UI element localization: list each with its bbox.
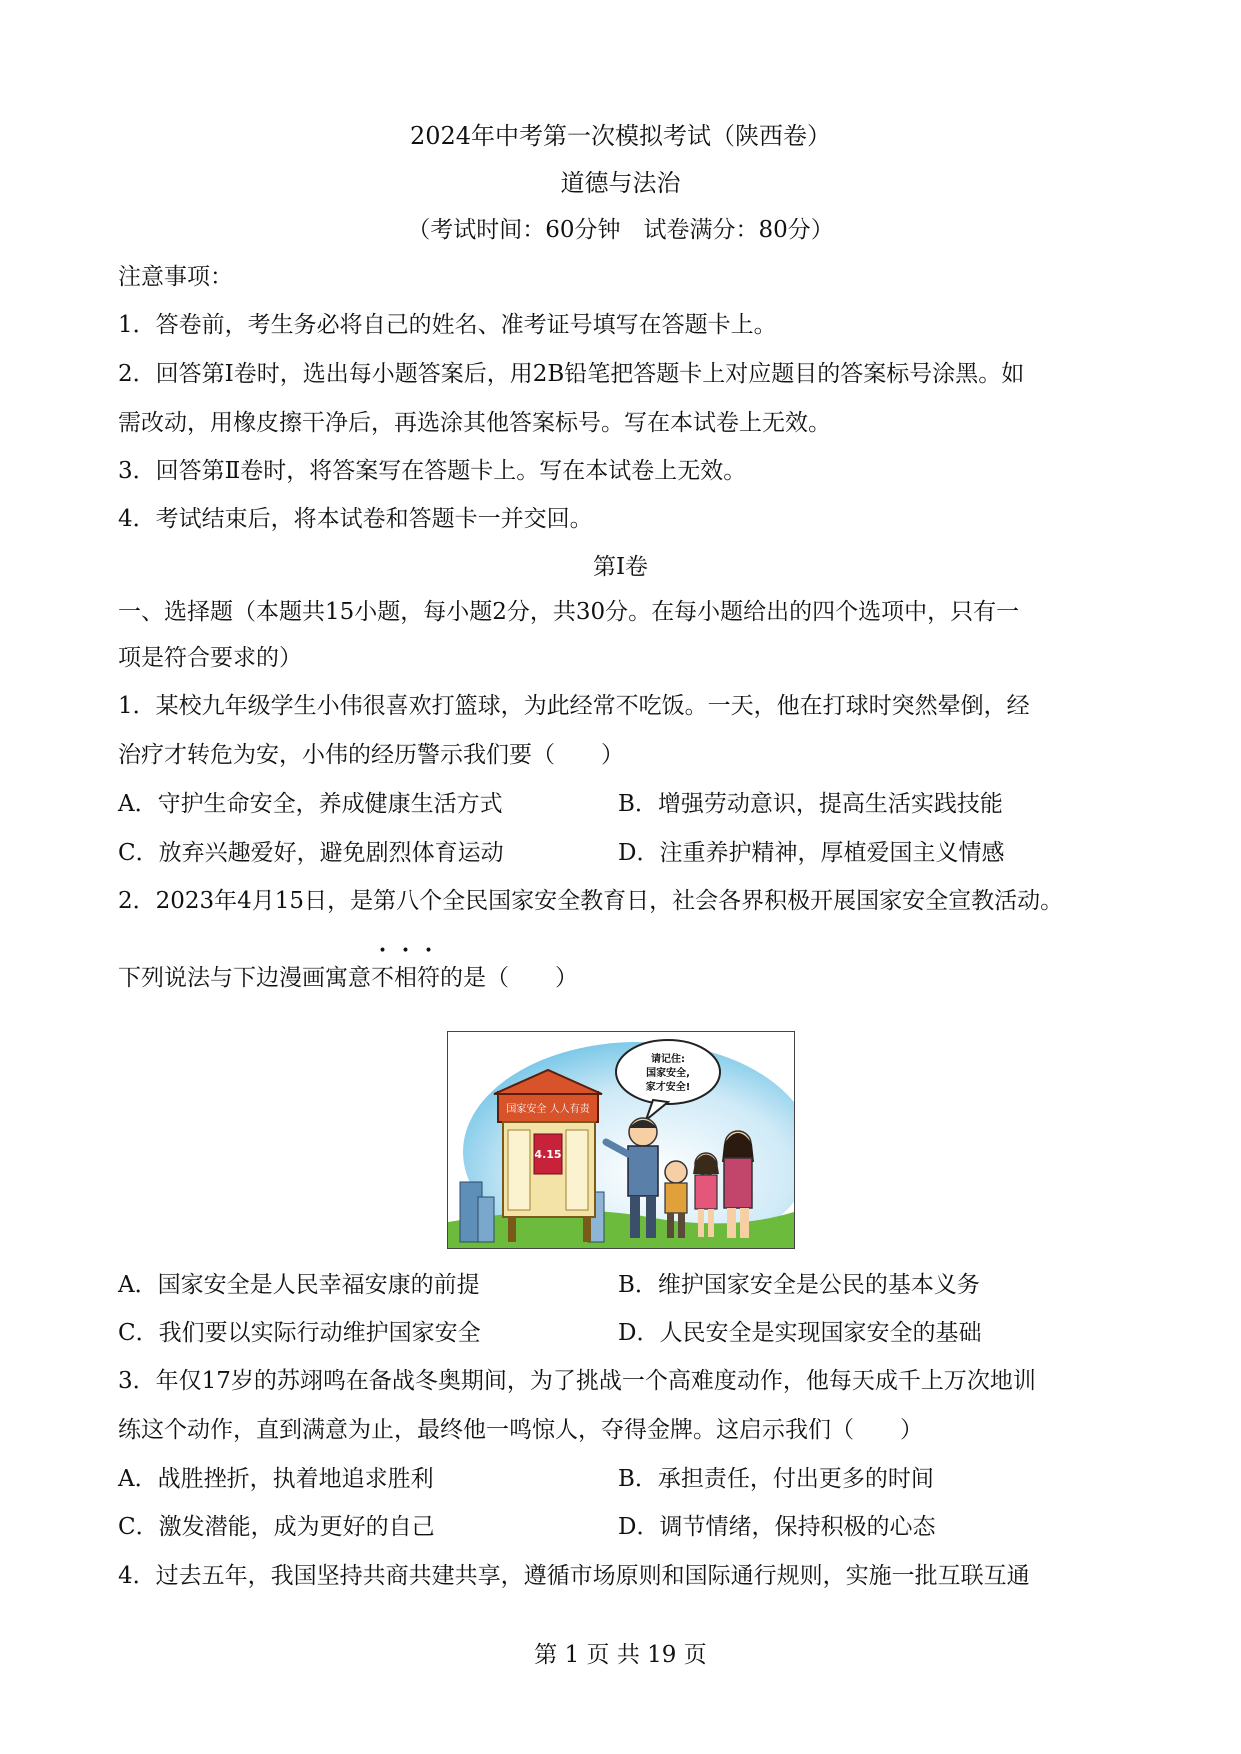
notice-heading: 注意事项： xyxy=(118,264,233,290)
notice-item: 1．答卷前，考生务必将自己的姓名、准考证号填写在答题卡上。 xyxy=(118,312,777,338)
question-2-option-b: B．维护国家安全是公民的基本义务 xyxy=(618,1272,980,1298)
exam-info: （考试时间：60分钟 试卷满分：80分） xyxy=(407,217,834,243)
question-2-option-a: A．国家安全是人民幸福安康的前提 xyxy=(118,1272,480,1298)
emphasis-char: 符 xyxy=(417,965,440,991)
cartoon-bubble-line: 请记住: xyxy=(651,1054,685,1065)
section-intro: 项是符合要求的） xyxy=(118,645,302,671)
question-1-stem: 1．某校九年级学生小伟很喜欢打篮球，为此经常不吃饭。一天，他在打球时突然晕倒，经 xyxy=(118,693,1030,719)
question-3-stem: 练这个动作，直到满意为止，最终他一鸣惊人，夺得金牌。这启示我们（ ） xyxy=(118,1417,923,1443)
question-1-option-d: D．注重养护精神，厚植爱国主义情感 xyxy=(618,840,1005,866)
notice-item: 4．考试结束后，将本试卷和答题卡一并交回。 xyxy=(118,506,593,532)
question-3-option-c: C．激发潜能，成为更好的自己 xyxy=(118,1514,435,1540)
question-1-option-b: B．增强劳动意识，提高生活实践技能 xyxy=(618,791,1003,817)
cartoon-illustration xyxy=(447,1031,795,1249)
question-1-option-c: C．放弃兴趣爱好，避免剧烈体育运动 xyxy=(118,840,504,866)
stem-text: 的是（ ） xyxy=(440,965,578,991)
question-4-stem: 4．过去五年，我国坚持共商共建共享，遵循市场原则和国际通行规则，实施一批互联互通 xyxy=(118,1563,1030,1589)
question-2-stem xyxy=(118,963,1123,993)
notice-item: 需改动，用橡皮擦干净后，再选涂其他答案标号。写在本试卷上无效。 xyxy=(118,410,831,436)
notice-item: 2．回答第Ⅰ卷时，选出每小题答案后，用2B铅笔把答题卡上对应题目的答案标号涂黑。如 xyxy=(118,361,1025,387)
question-3-option-b: B．承担责任，付出更多的时间 xyxy=(618,1466,934,1492)
notice-item: 3．回答第Ⅱ卷时，将答案写在答题卡上。写在本试卷上无效。 xyxy=(118,458,747,484)
emphasis-char: 不 xyxy=(371,965,394,991)
page-footer: 第 1 页 共 19 页 xyxy=(534,1642,707,1668)
emphasis-char: 相 xyxy=(394,965,417,991)
subject-title: 道德与法治 xyxy=(560,169,681,197)
stem-text: 下列说法与下边漫画寓意 xyxy=(118,965,371,991)
question-2-stem: 2．2023年4月15日，是第八个全民国家安全教育日，社会各界积极开展国家安全宣教活动。 xyxy=(118,888,1064,914)
question-1-option-a: A．守护生命安全，养成健康生活方式 xyxy=(118,791,503,817)
cartoon-bubble-line: 家才安全! xyxy=(645,1082,691,1093)
cartoon-bubble-line: 国家安全, xyxy=(646,1068,690,1079)
question-3-option-d: D．调节情绪，保持积极的心态 xyxy=(618,1514,936,1540)
cartoon-drawing xyxy=(448,1032,794,1248)
volume-heading: 第Ⅰ卷 xyxy=(592,554,649,580)
question-3-option-a: A．战胜挫折，执着地追求胜利 xyxy=(118,1466,434,1492)
section-intro: 一、选择题（本题共15小题，每小题2分，共30分。在每小题给出的四个选项中，只有一 xyxy=(118,599,1020,625)
cartoon-badge-number: 4.15 xyxy=(534,1148,562,1161)
exam-title: 2024年中考第一次模拟考试（陕西卷） xyxy=(409,122,832,150)
question-2-option-c: C．我们要以实际行动维护国家安全 xyxy=(118,1320,481,1346)
question-1-stem: 治疗才转危为安，小伟的经历警示我们要（ ） xyxy=(118,742,624,768)
question-3-stem: 3．年仅17岁的苏翊鸣在备战冬奥期间，为了挑战一个高难度动作，他每天成千上万次地训 xyxy=(118,1368,1036,1394)
cartoon-board-title: 国家安全 人人有责 xyxy=(506,1104,590,1115)
question-2-option-d: D．人民安全是实现国家安全的基础 xyxy=(618,1320,982,1346)
